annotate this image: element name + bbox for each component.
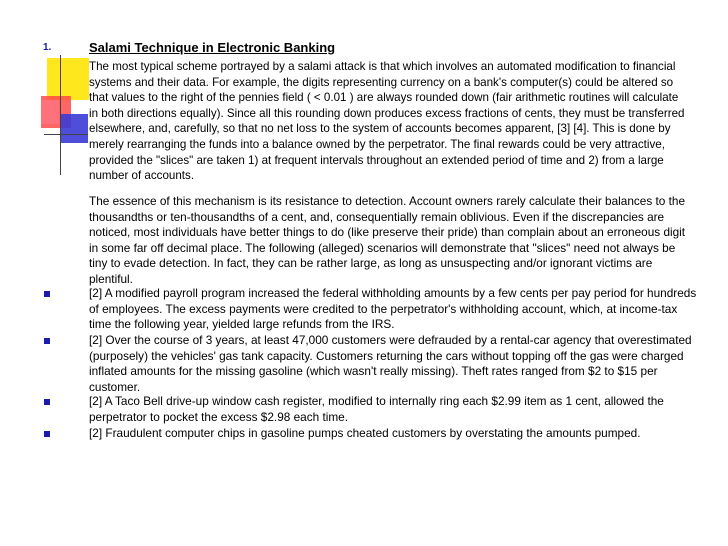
paragraph-2: The essence of this mechanism is its resistance to detection. Account owners rarely calculate their balances to the thousandths or ten-thousandths of a cent, and, consequentially remain oblivious. Even if the discrepancies are noticed, most individuals have better things to do (like preserve their pride) than complain about an erroneous digit in some far off decimal place. The following (alleged) scenarios will demonstrate that "slices" need not always be tiny to evade detection. In fact, they can be rather large, as long as unsuspecting and/or ignorant victims are plentiful. <box>89 194 686 286</box>
bullet-icon <box>44 431 50 437</box>
list-item: [2] Over the course of 3 years, at least 47,000 customers were defrauded by a rental-car agency that overestimated (purposely) the vehicles' gas tank capacity. Customers returning the cars without topping off the gas were charged inflated amounts for the missing gasoline (which wasn't really missing). Theft rates ranged from $2 to $15 per customer. <box>89 333 692 394</box>
decorative-yellow-square <box>47 58 89 100</box>
list-number: 1. <box>43 42 52 53</box>
bullet-icon <box>44 338 50 344</box>
decorative-vertical-line <box>60 55 61 175</box>
list-item: [2] A modified payroll program increased the federal withholding amounts by a few cents per pay period for hundreds of employees. The excess payments were credited to the perpetrator's withholding account, which, at income-tax time the following year, yielded large refunds from the IRS. <box>89 286 697 331</box>
paragraph-1: The most typical scheme portrayed by a salami attack is that which involves an automated modification to financial systems and their data. For example, the digits representing currency on a bank's computer(s) could be altered so that values to the right of the pennies field ( < 0.01 ) are always rounded down (fair arithmetic routines will calculate in both directions equally). Since all this rounding down produces excess fractions of cents, they must be transferred elsewhere, and, carefully, so that no net loss to the system of accounts becomes apparent, [3] [4]. This is done by merely rearranging the funds into a balance owned by the perpetrator. The final rewards could be very attractive, provided the "slices" are taken 1) at frequent intervals throughout an extended period of time and 2) from a large number of accounts. <box>89 60 685 183</box>
decorative-horizontal-line <box>44 134 88 135</box>
list-item: [2] A Taco Bell drive-up window cash register, modified to internally ring each $2.99 item as 1 cent, allowed the perpetrator to pocket the excess $2.98 each time. <box>89 394 664 424</box>
decorative-blue-square <box>61 114 88 143</box>
section-title: Salami Technique in Electronic Banking <box>89 40 336 55</box>
list-item: [2] Fraudulent computer chips in gasoline pumps cheated customers by overstating the amounts pumped. <box>89 426 641 440</box>
bullet-icon <box>44 291 50 297</box>
bullet-icon <box>44 399 50 405</box>
decorative-pink-square <box>41 100 59 124</box>
